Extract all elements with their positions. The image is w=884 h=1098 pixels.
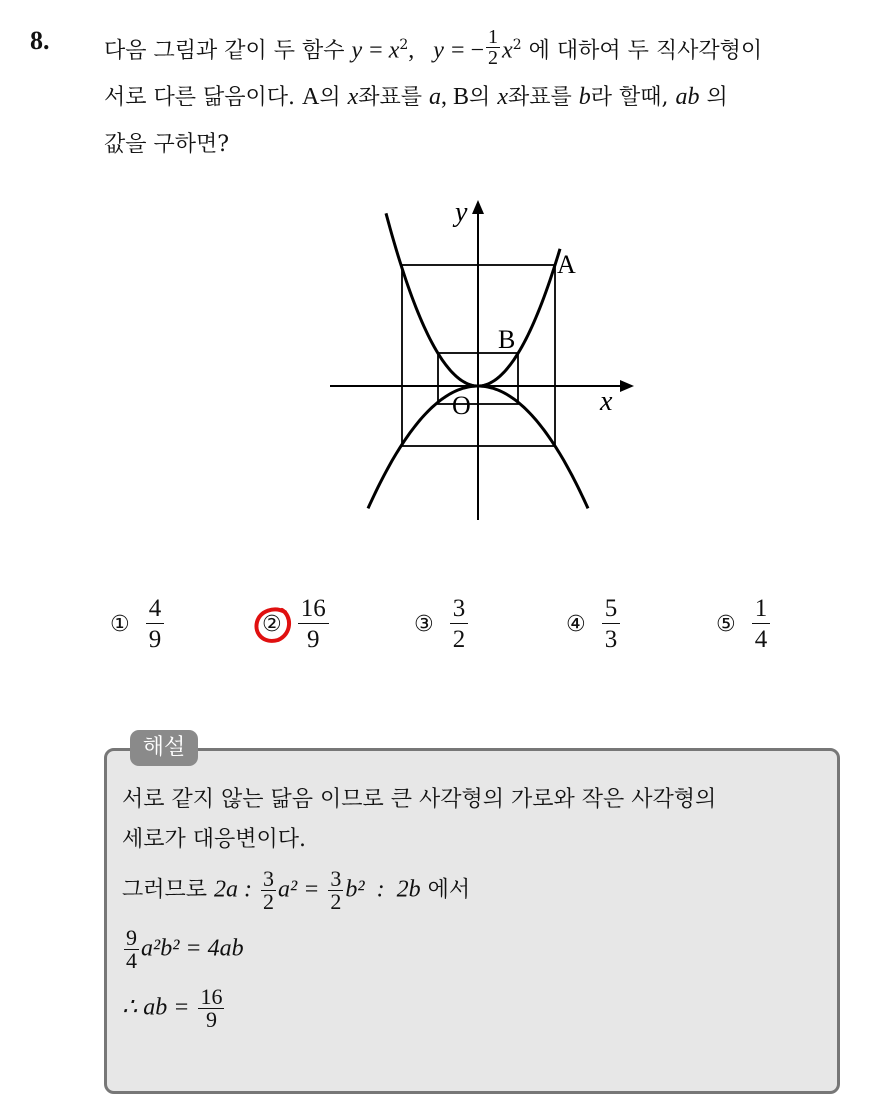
choice-fraction: $\frac{3}{2}$	[450, 596, 469, 652]
math-exponent: 2	[512, 37, 522, 53]
choice-fraction: $\frac{1}{4}$	[752, 596, 771, 652]
x-axis-arrow	[620, 380, 634, 392]
choice-marker: ④	[566, 611, 586, 637]
math-var: x	[502, 37, 513, 64]
choice-marker: ③	[414, 611, 434, 637]
point-b-label: B	[498, 325, 516, 354]
math-minus: −	[470, 37, 485, 64]
solution-line-1: 서로 같지 않는 닮음 이므로 큰 사각형의 가로와 작은 사각형의	[122, 787, 717, 812]
question-text-part: 라 할때,	[590, 85, 669, 111]
y-axis-arrow	[472, 200, 484, 214]
choice-fraction: $\frac{4}{9}$	[146, 596, 165, 652]
choice-2[interactable]	[262, 596, 331, 652]
choice-3[interactable]	[414, 596, 470, 652]
choice-marker: ⑤	[716, 611, 736, 637]
point-label: B	[453, 84, 470, 111]
question-text-part: 의	[469, 85, 491, 111]
choice-5[interactable]	[716, 596, 772, 652]
math-var: ab	[675, 84, 700, 111]
y-axis-label: y	[455, 197, 468, 228]
answer-choices	[100, 596, 820, 666]
question-text-part: 의	[706, 85, 728, 111]
solution-tag: 해설	[130, 730, 198, 766]
question-line-3: 값을 구하면?	[104, 132, 230, 158]
math-var: a	[429, 84, 442, 111]
solution-line-2: 세로가 대응변이다.	[122, 827, 307, 852]
origin-label: O	[452, 391, 471, 420]
math-exponent: 2	[399, 37, 409, 53]
question-text-part: 에 대하여 두 직사각형이	[528, 38, 763, 64]
question-text-part: 의	[319, 85, 341, 111]
question-text-part: 좌표를	[507, 85, 572, 111]
math-var: b	[578, 84, 591, 111]
question-text-part: 서로 다른 닮음이다.	[104, 85, 295, 111]
point-label: A	[302, 84, 320, 111]
answer-circle-mark	[252, 602, 296, 646]
math-var: x	[497, 84, 508, 111]
math-var: x	[347, 84, 359, 111]
solution-text	[122, 780, 834, 1031]
math-var: y	[433, 37, 444, 64]
choice-marker-selected: ②	[262, 612, 282, 637]
choice-1[interactable]	[110, 596, 166, 652]
choice-fraction: $\frac{5}{3}$	[602, 596, 621, 652]
solution-line-5: ∴ ab = $\frac{16}{9}$	[122, 984, 223, 1032]
question-text-part: 좌표를	[358, 85, 423, 111]
choice-marker: ①	[110, 611, 130, 637]
x-axis-label: x	[600, 386, 613, 417]
question-number: 8.	[30, 26, 50, 55]
solution-line-3: 그러므로 2a : $\frac{3}{2}$ a² = $\frac{3}{2}$ b² : 2b 에서	[122, 866, 471, 914]
question-line-1: 다음 그림과 같이 두 함수 $y = x^2$, y = − $\frac{1}{2}$ $x^2$ 에 대하여 두 직사각형이	[104, 25, 763, 69]
fraction-one-half: $\frac{1}{2}$	[488, 25, 499, 69]
math-var: y	[351, 37, 363, 64]
question-line-2: 서로 다른 닮음이다. A의 x좌표를 a, B의 x좌표를 b라 할때, ab 의	[104, 84, 728, 111]
choice-fraction: $\frac{16}{9}$	[298, 596, 329, 652]
solution-line-4: $\frac{9}{4}$ a²b² = 4ab	[126, 925, 244, 973]
question-text-part: 다음 그림과 같이 두 함수	[104, 38, 345, 64]
math-var: x	[388, 37, 400, 64]
choice-4[interactable]	[566, 596, 622, 652]
point-a-label: A	[557, 250, 576, 279]
parabola-y-equals-x-squared	[386, 213, 560, 386]
